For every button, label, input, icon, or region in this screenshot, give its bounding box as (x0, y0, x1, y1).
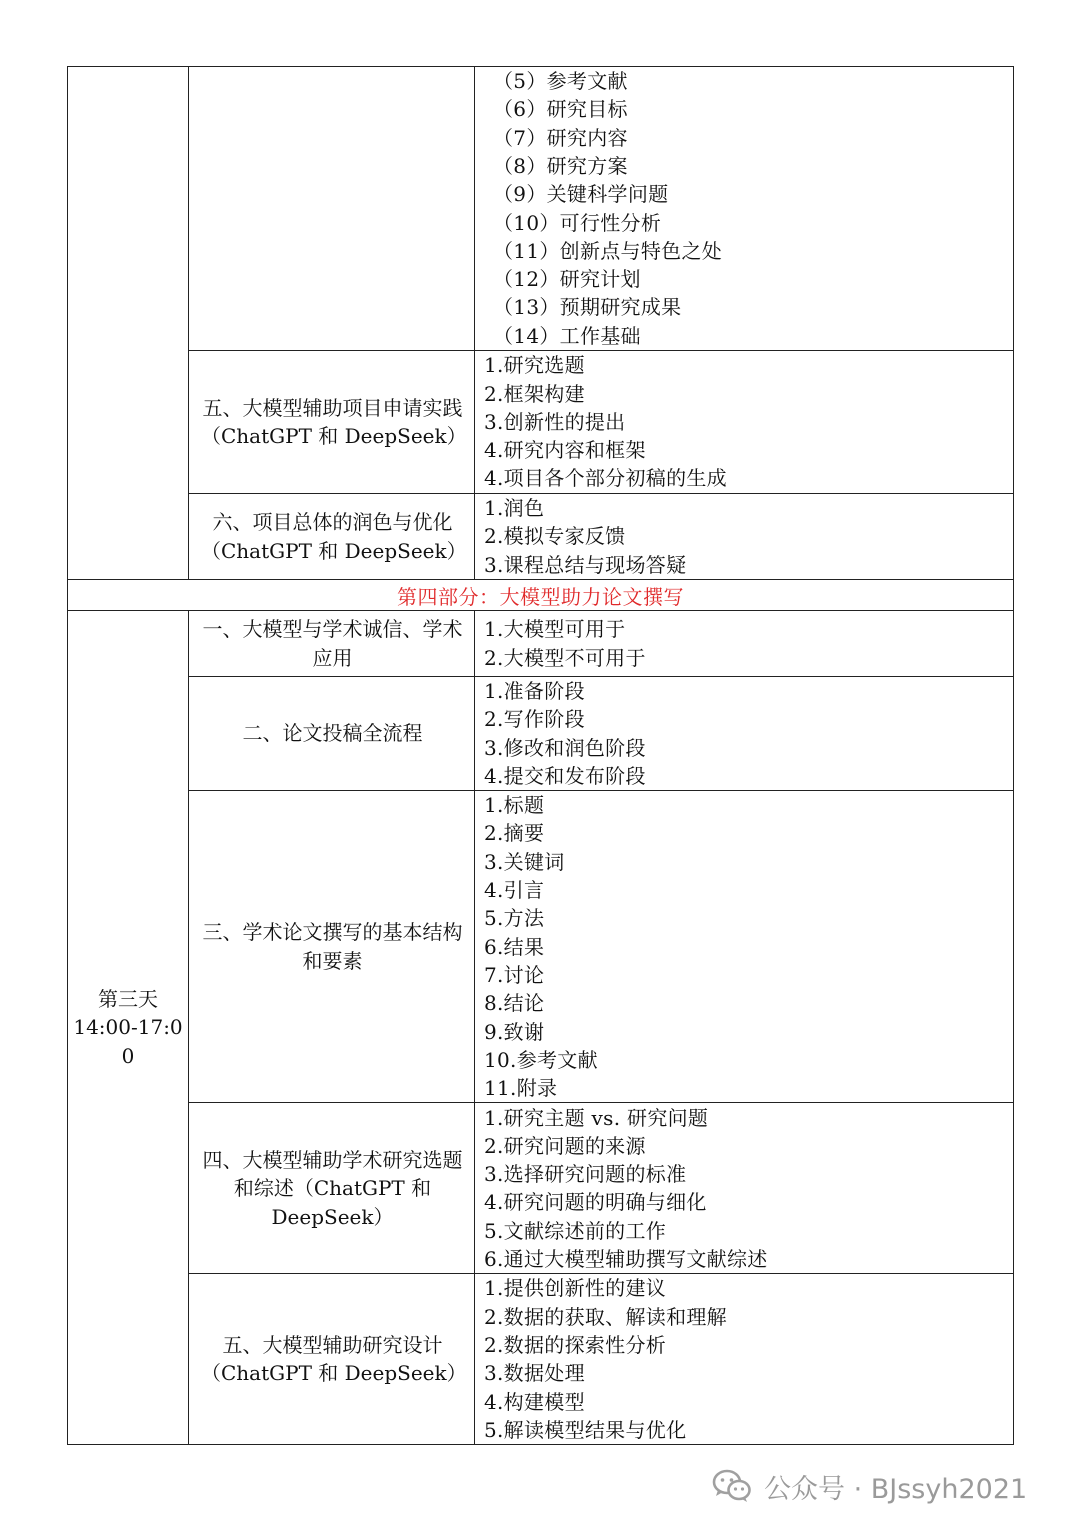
list-item: 6.结果 (484, 934, 545, 959)
list-item: 11.附录 (484, 1076, 558, 1101)
list-item: 6.通过大模型辅助撰写文献综述 (484, 1247, 768, 1272)
list-item: 3.创新性的提出 (484, 409, 626, 434)
items-cell (475, 611, 1014, 677)
list-item: 5.解读模型结果与优化 (484, 1417, 687, 1442)
list-item: 1.研究主题 vs. 研究问题 (484, 1105, 709, 1130)
list-item: 7.讨论 (484, 962, 545, 987)
items-cell (475, 1274, 1014, 1445)
list-item: （7）研究内容 (493, 125, 628, 150)
list-item: 2.框架构建 (484, 381, 585, 406)
items-cell (475, 67, 1014, 351)
topic-cell: 五、大模型辅助研究设计（ChatGPT 和 DeepSeek） (189, 1274, 475, 1445)
curriculum-table (67, 66, 1014, 1445)
list-item: 1.研究选题 (484, 353, 585, 378)
list-item: （12）研究计划 (493, 267, 641, 292)
day-label: 第三天 (98, 986, 158, 1011)
list-item: 2.大模型不可用于 (484, 645, 646, 670)
list-item: （6）研究目标 (493, 97, 628, 122)
list-item: 5.文献综述前的工作 (484, 1218, 667, 1243)
list-item: 2.数据的获取、解读和理解 (484, 1304, 727, 1329)
items-cell (475, 351, 1014, 494)
list-item: 1.润色 (484, 496, 545, 521)
list-item: （5）参考文献 (493, 69, 628, 94)
day-cell-empty (68, 67, 189, 580)
list-item: 8.结论 (484, 991, 545, 1016)
list-item: （13）预期研究成果 (493, 295, 682, 320)
list-item: 4.构建模型 (484, 1389, 585, 1414)
topic-cell: 二、论文投稿全流程 (189, 677, 475, 791)
items-cell (475, 791, 1014, 1103)
list-item: 2.研究问题的来源 (484, 1133, 646, 1158)
list-item: 2.数据的探索性分析 (484, 1333, 667, 1358)
watermark-text: 公众号 · BJssyh2021 (764, 1473, 1028, 1505)
list-item: 4.研究问题的明确与细化 (484, 1190, 707, 1215)
list-item: 9.致谢 (484, 1019, 545, 1044)
topic-cell-empty (189, 67, 475, 351)
table-row (68, 1274, 1014, 1445)
section-title: 第四部分：大模型助力论文撰写 (68, 580, 1014, 611)
list-item: 3.数据处理 (484, 1361, 585, 1386)
topic-cell: 五、大模型辅助项目申请实践（ChatGPT 和 DeepSeek） (189, 351, 475, 494)
list-item: （8）研究方案 (493, 153, 628, 178)
items-cell (475, 1103, 1014, 1274)
list-item: 4.引言 (484, 878, 545, 903)
table-row (68, 611, 1014, 677)
list-item: 3.修改和润色阶段 (484, 735, 646, 760)
topic-cell: 三、学术论文撰写的基本结构和要素 (189, 791, 475, 1103)
section-header-row (68, 580, 1014, 611)
day-time: 14:00-17:00 (73, 1015, 183, 1068)
list-item: 2.写作阶段 (484, 707, 585, 732)
list-item: 4.项目各个部分初稿的生成 (484, 466, 727, 491)
list-item: （10）可行性分析 (493, 210, 662, 235)
list-item: （11）创新点与特色之处 (493, 238, 723, 263)
table-row (68, 677, 1014, 791)
table-row (68, 67, 1014, 351)
list-item: 3.关键词 (484, 849, 565, 874)
topic-cell: 六、项目总体的润色与优化（ChatGPT 和 DeepSeek） (189, 494, 475, 580)
list-item: （14）工作基础 (493, 323, 641, 348)
list-item: 5.方法 (484, 906, 545, 931)
list-item: 1.提供创新性的建议 (484, 1276, 667, 1301)
topic-cell: 一、大模型与学术诚信、学术应用 (189, 611, 475, 677)
watermark (712, 1466, 1027, 1506)
list-item: 3.选择研究问题的标准 (484, 1162, 687, 1187)
list-item: 4.提交和发布阶段 (484, 763, 646, 788)
list-item: 1.准备阶段 (484, 679, 585, 703)
table-row (68, 791, 1014, 1103)
wechat-icon (712, 1469, 752, 1503)
list-item: 4.研究内容和框架 (484, 438, 646, 463)
topic-cell: 四、大模型辅助学术研究选题和综述（ChatGPT 和 DeepSeek） (189, 1103, 475, 1274)
list-item: （9）关键科学问题 (493, 182, 669, 207)
items-cell (475, 677, 1014, 791)
items-cell (475, 494, 1014, 580)
list-item: 1.标题 (484, 793, 545, 818)
day-cell (68, 611, 189, 1445)
table-row (68, 494, 1014, 580)
list-item: 10.参考文献 (484, 1047, 598, 1072)
list-item: 2.模拟专家反馈 (484, 524, 626, 549)
table-row (68, 1103, 1014, 1274)
table-row (68, 351, 1014, 494)
list-item: 1.大模型可用于 (484, 617, 626, 642)
list-item: 2.摘要 (484, 821, 545, 846)
list-item: 3.课程总结与现场答疑 (484, 552, 687, 577)
